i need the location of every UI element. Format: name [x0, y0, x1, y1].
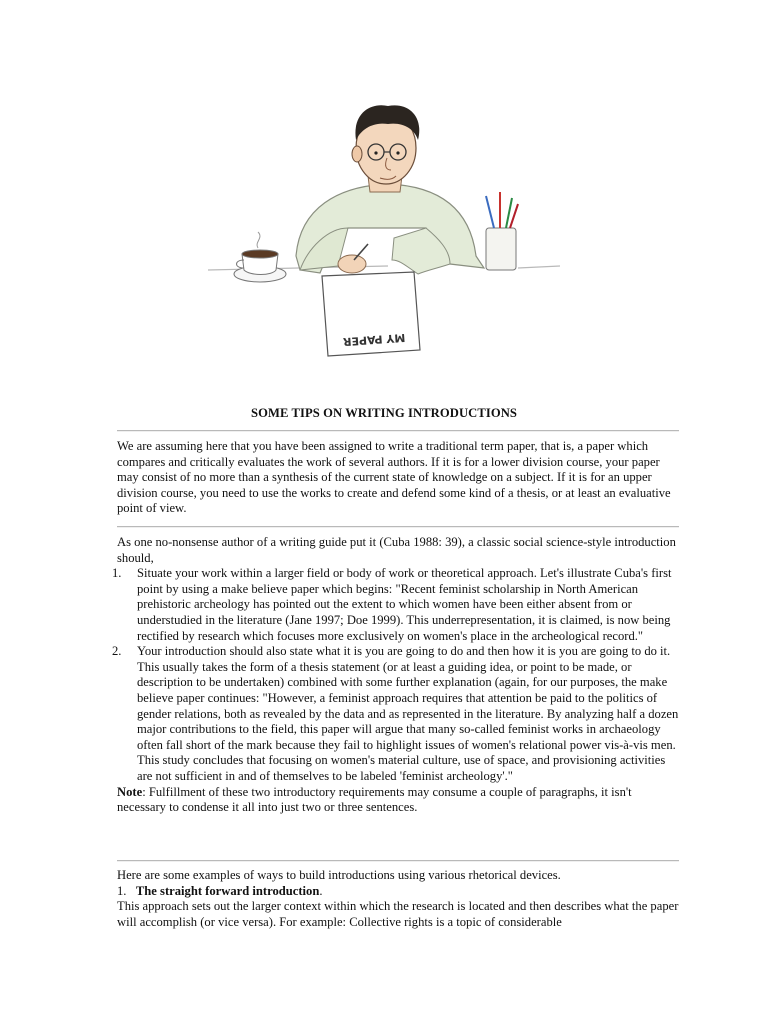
list-item	[112, 566, 679, 644]
examples-section	[117, 868, 679, 930]
example-title: The straight forward introduction	[135, 883, 320, 898]
paper-caption: MY PAPER	[342, 330, 406, 349]
list-item	[112, 644, 679, 784]
note-label: Note	[117, 784, 143, 799]
list-item-number: 2.	[112, 644, 122, 659]
note-paragraph	[117, 785, 679, 816]
list-item-number: 1.	[112, 566, 122, 581]
example-body: This approach sets out the larger context within which the research is located and then describes what the paper will accomplish (or vice versa). For example: Collective rights is a topic of considerable	[117, 899, 679, 929]
example-text	[117, 899, 679, 930]
example-number: 1.	[117, 883, 127, 898]
requirements-list	[112, 566, 679, 784]
divider	[117, 860, 679, 862]
list-item-text: Your introduction should also state what it is you are going to do and then how it is you are going to do it. This usually takes the form of a thesis statement (or at least a guiding idea, or point to be made, or description to be undertaken) combined with some further explanation (again, for our purposes, the make believe paper continues: "However, a feminist approach requires that attention be paid to the politics of gender relations, both as revealed by the data and as represented in the literature. By analyzing half a dozen major contributions to the field, this paper will argue that many so-called feminist works in archaeology often fall short of the mark because they fail to highlight issues of women's relational power vis-à-vis men. This study concludes that focusing on women's material culture, use of space, and provisioning activities are not sufficient in and of themselves to be labeled 'feminist archeology'."	[137, 644, 679, 783]
writer-illustration	[188, 88, 580, 388]
note-text: : Fulfillment of these two introductory requirements may consume a couple of paragraphs, it isn't necessary to condense it all into just two or three sentences.	[117, 784, 632, 815]
intro-section	[117, 439, 679, 517]
divider	[117, 526, 679, 528]
section-lead: As one no-nonsense author of a writing guide put it (Cuba 1988: 39), a classic social science-style introduction should,	[117, 535, 676, 565]
cuba-section	[112, 535, 679, 816]
example-item	[117, 884, 679, 900]
page-title: SOME TIPS ON WRITING INTRODUCTIONS	[250, 406, 518, 420]
example-title-end: .	[319, 883, 323, 898]
list-item-text: Situate your work within a larger field or body of work or theoretical approach. Let's illustrate Cuba's first point by using a make believe paper which begins: "Recent feminist scholarship in North American prehistoric archeology has pointed out the extent to which women have been either absent from or understudied in the literature (Jane 1997; Doe 1999). This underrepresentation, it is claimed, is now being rectified by research which focuses more exclusively on women's place in the archeological record."	[137, 566, 672, 643]
intro-paragraph: We are assuming here that you have been assigned to write a traditional term paper, that is, a paper which compares and critically evaluates the work of several authors. If it is for a lower division course, your paper may consist of no more than a synthesis of the current state of knowledge on a subject. If it is for an upper division course, you need to use the works to create and defend some kind of a thesis, or at least an evaluative point of view.	[117, 439, 671, 516]
section-lead: Here are some examples of ways to build introductions using various rhetorical devices.	[117, 868, 561, 882]
divider	[117, 430, 679, 432]
